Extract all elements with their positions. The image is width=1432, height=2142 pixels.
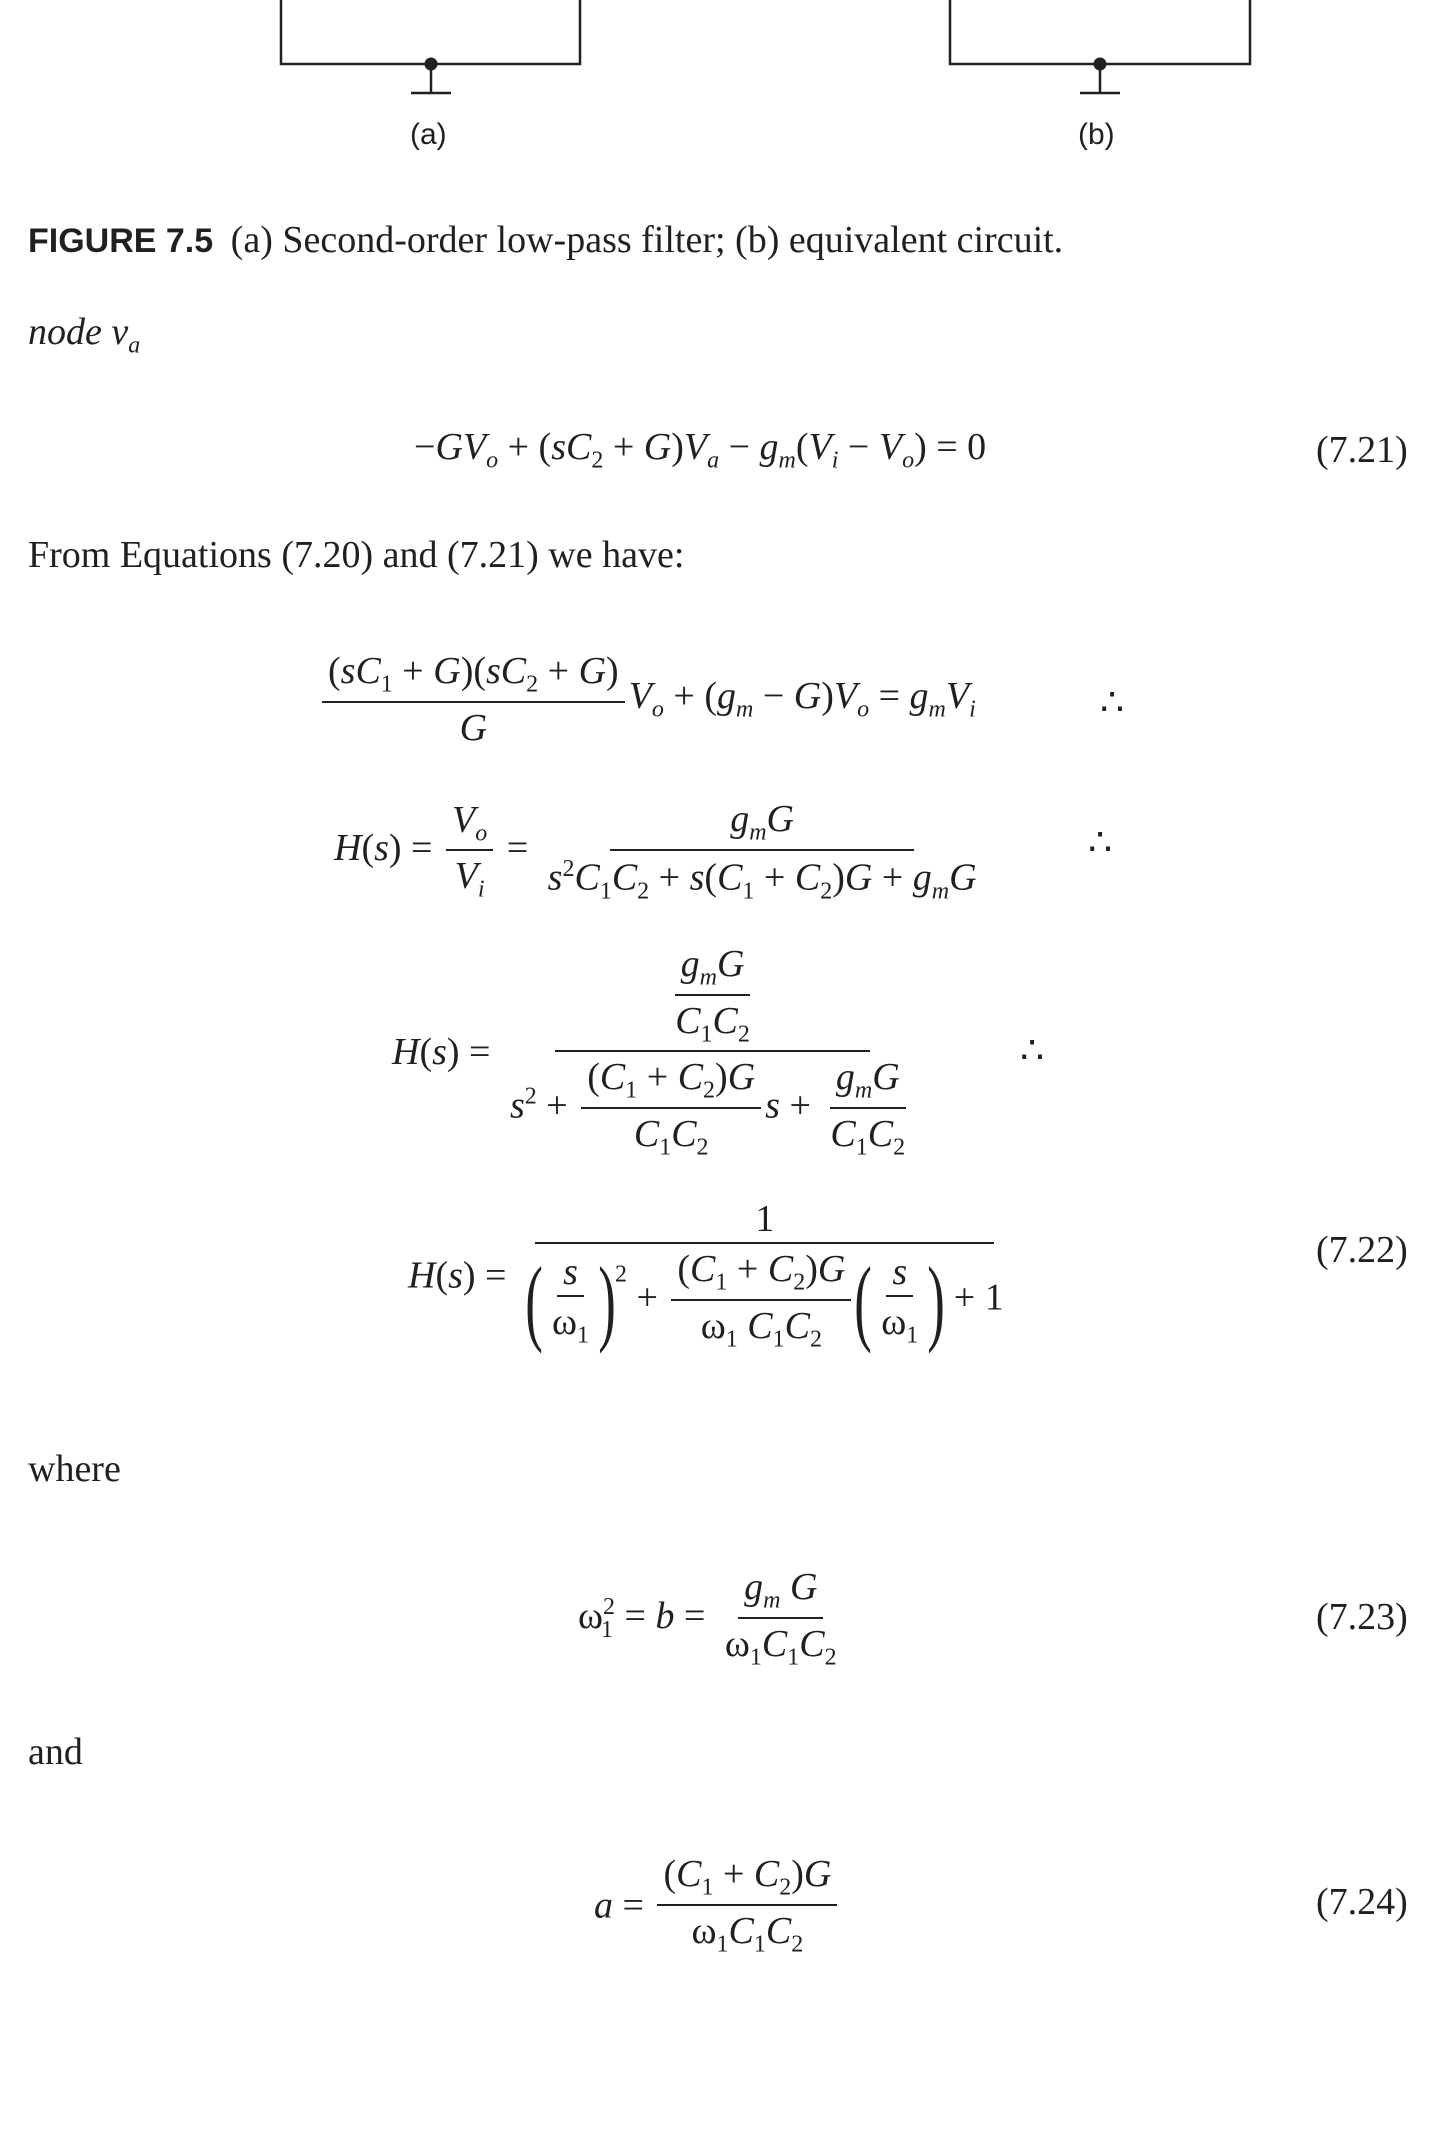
therefore-symbol-1: ∴ [1100,682,1125,724]
equation-derivation-3: H(s) = $\frac{g_mG}{C_1C_2}$ $s^2$ + $\frac{(C_1 + C_2)G}{C_1C_2}$ s + $\frac{g_mG}{C_1C_2}$ [392,943,906,1161]
node-label-sub: a [128,332,141,359]
circuit-b-node-dot [1094,58,1107,71]
therefore-symbol-2: ∴ [1088,822,1113,864]
equation-7-21-number: (7.21) [1316,429,1408,471]
equation-7-22: H(s) = 1 ( $\frac{s}{\omega_1}$ )$^2$ + $\frac{(C_1 + C_2)G}{\omega_1 C_1C_2}$ ( $\frac{s}{\omega_1}$ ) + 1 [408,1198,1004,1354]
node-label-text: node v [28,311,129,353]
node-label [28,310,140,360]
from-equations-text: From Equations (7.20) and (7.21) we have: [28,534,685,576]
equation-7-23: $\omega_1^2 = b$ = $\frac{g_m G}{\omega_1C_1C_2}$ [578,1566,837,1671]
figure-label-b: (b) [1078,118,1115,151]
equation-7-21: $-GV_o + (sC_2 + G)V_a - g_m(V_i - V_o) = 0$ [414,426,987,474]
where-text: where [28,1448,121,1490]
figure-caption-label: FIGURE 7.5 [28,222,214,260]
therefore-symbol-3: ∴ [1020,1030,1045,1072]
and-text: and [28,1731,83,1773]
figure-caption-text: (a) Second-order low-pass filter; (b) equivalent circuit. [230,219,1064,261]
figure-caption [28,218,1063,262]
circuit-a-outline [281,0,580,93]
equation-7-24-number: (7.24) [1316,1881,1408,1923]
circuit-b-outline [950,0,1250,93]
equation-7-24: a = $\frac{(C_1 + C_2)G}{\omega_1C_1C_2}$ [594,1855,841,1956]
equation-derivation-2: H(s) = $\frac{V_o}{V_i}$ = $\frac{g_mG}{s^2C_1C_2 + s(C_1 + C_2)G + g_mG}$ [334,798,977,904]
equation-7-22-number: (7.22) [1316,1229,1408,1271]
figure-label-a: (a) [410,118,447,151]
equation-7-23-number: (7.23) [1316,1596,1408,1638]
circuit-a-node-dot [425,58,438,71]
equation-derivation-1: $\frac{(sC_1 + G)(sC_2 + G)}{G}$ $V_o + (g_m - G)V_o = g_mV_i$ [318,652,976,747]
figure-7-5-circuit-graphics [0,0,1432,110]
